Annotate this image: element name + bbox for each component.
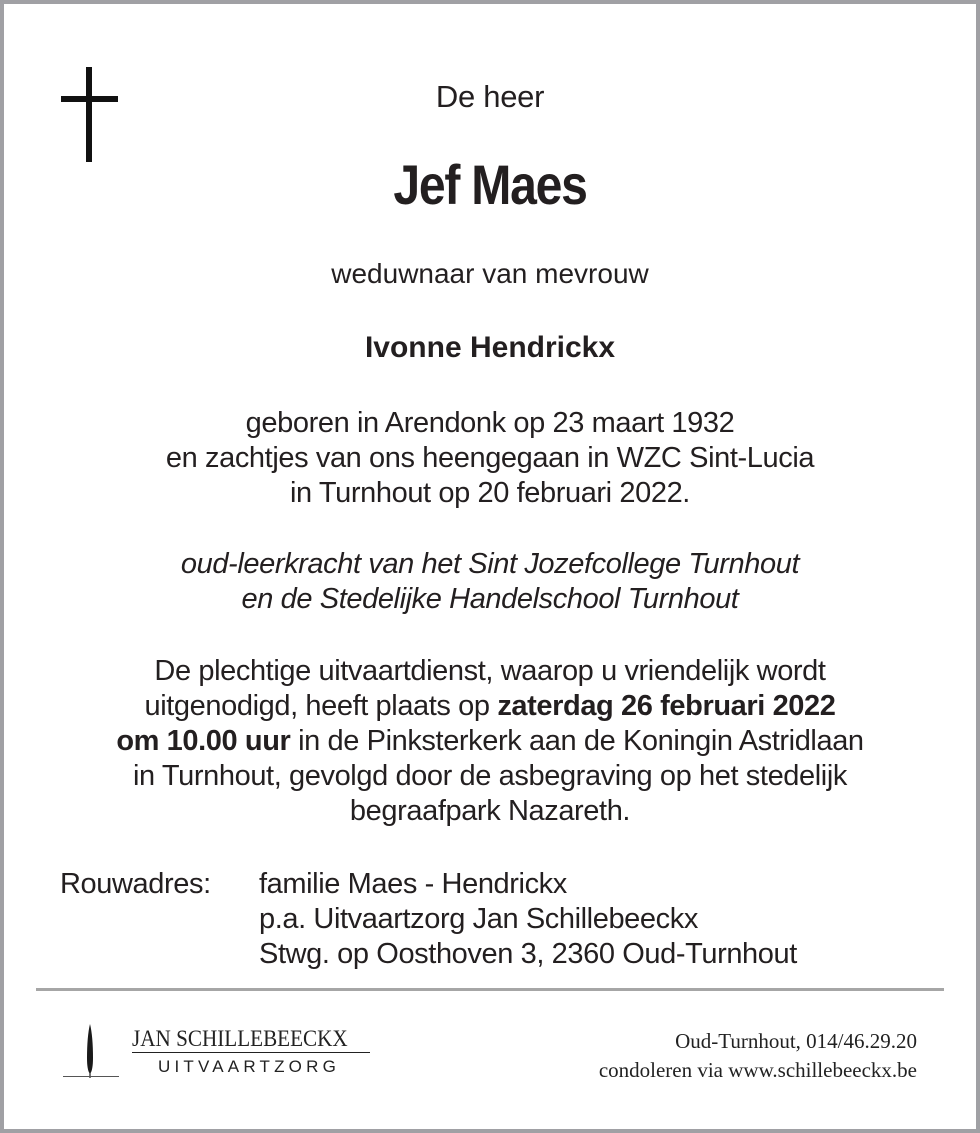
service-line xyxy=(0,724,980,759)
birth-death-paragraph xyxy=(0,406,980,511)
passing-line: en zachtjes van ons heengegaan in WZC Sint-Lucia xyxy=(165,442,815,474)
logo-ground-line xyxy=(63,1076,119,1077)
career-line: oud-leerkracht van het Sint Jozefcollege Turnhout xyxy=(180,548,800,580)
career-paragraph xyxy=(0,547,980,617)
death-date-line: in Turnhout op 20 februari 2022. xyxy=(290,477,690,509)
funeral-service-paragraph xyxy=(0,654,980,829)
address-line: Stwg. op Oosthoven 3, 2360 Oud-Turnhout xyxy=(259,938,797,970)
mourning-address-label: Rouwadres: xyxy=(60,868,211,900)
career-line: en de Stedelijke Handelschool Turnhout xyxy=(241,583,739,615)
title-prefix: De heer xyxy=(435,79,545,114)
deceased-name: Jef Maes xyxy=(393,153,587,216)
mourning-address-lines xyxy=(259,867,797,972)
funeral-home-logo xyxy=(62,1024,382,1084)
service-line: begraafpark Nazareth. xyxy=(349,795,631,827)
address-line: p.a. Uitvaartzorg Jan Schillebeeckx xyxy=(259,903,698,935)
service-text: uitgenodigd, heeft plaats op xyxy=(144,690,498,722)
service-line xyxy=(0,689,980,724)
location-phone: Oud-Turnhout, 014/46.29.20 xyxy=(675,1029,917,1053)
footer-divider xyxy=(36,988,944,991)
service-line: De plechtige uitvaartdienst, waarop u vriendelijk wordt xyxy=(154,655,826,687)
birth-line: geboren in Arendonk op 23 maart 1932 xyxy=(245,407,735,439)
logo-underline xyxy=(132,1052,370,1053)
relation-text: weduwnaar van mevrouw xyxy=(331,258,649,289)
service-line: in Turnhout, gevolgd door de asbegraving op het stedelijk xyxy=(133,760,847,792)
service-location: in de Pinksterkerk aan de Koningin Astridlaan xyxy=(290,725,864,757)
service-date: zaterdag 26 februari 2022 xyxy=(497,690,836,722)
spouse-name: Ivonne Hendrickx xyxy=(364,331,616,364)
cypress-tree-icon xyxy=(84,1024,96,1078)
service-time: om 10.00 uur xyxy=(116,725,291,757)
condolence-link[interactable]: condoleren via www.schillebeeckx.be xyxy=(598,1058,917,1082)
address-line: familie Maes - Hendrickx xyxy=(259,868,567,900)
funeral-home-contact xyxy=(599,1027,917,1085)
logo-company-name: JAN SCHILLEBEECKX xyxy=(132,1026,348,1051)
logo-subtitle: UITVAARTZORG xyxy=(158,1057,341,1076)
